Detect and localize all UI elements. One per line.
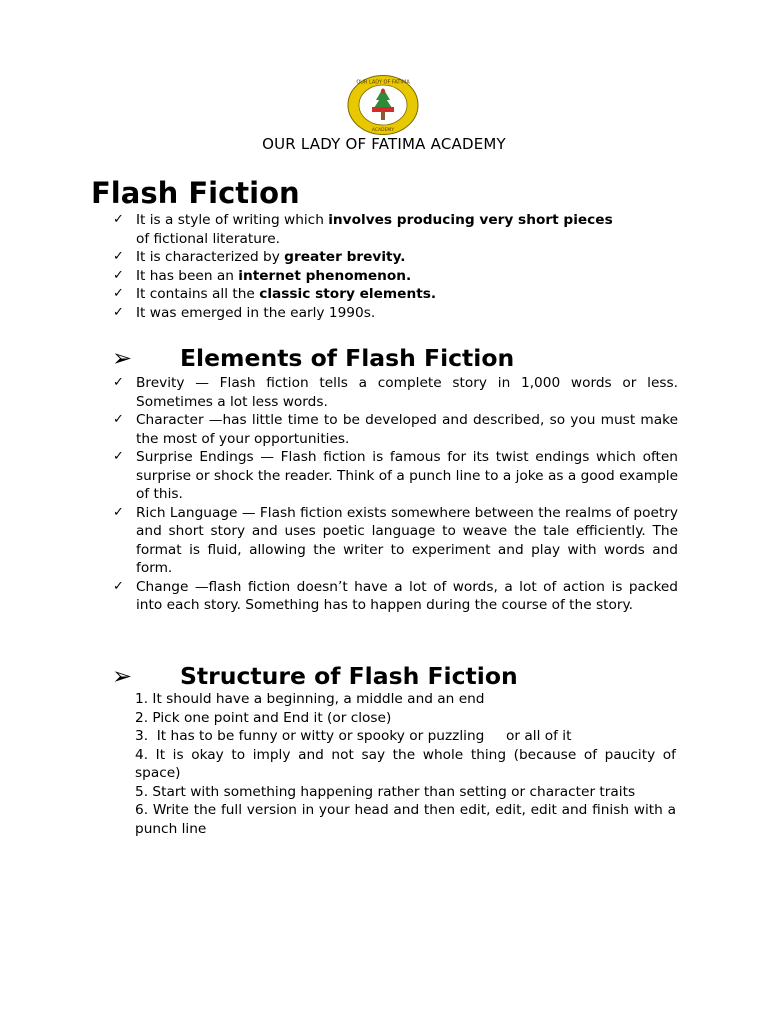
elements-heading: ➢ Elements of Flash Fiction bbox=[112, 344, 515, 372]
check-icon: ✓ bbox=[113, 304, 124, 320]
list-item: ✓ Brevity — Flash fiction tells a complete story in 1,000 words or less. Sometimes a lot less words. bbox=[113, 375, 678, 410]
check-icon: ✓ bbox=[113, 267, 124, 283]
school-logo bbox=[346, 74, 420, 136]
check-icon: ✓ bbox=[113, 212, 124, 227]
list-item: ✓ Character —has little time to be developed and described, so you must make the most of your opportunities. bbox=[113, 412, 678, 447]
check-icon: ✓ bbox=[113, 286, 124, 301]
list-item: ✓ It is characterized by greater brevity. bbox=[113, 249, 406, 265]
list-item: 1. It should have a beginning, a middle and an end bbox=[135, 691, 485, 707]
structure-list bbox=[135, 690, 676, 838]
list-item: ✓ Change —flash fiction doesn’t have a lot of words, a lot of action is packed into each story. Something has to happen during the course of the story. bbox=[113, 578, 678, 613]
structure-heading: ➢ Structure of Flash Fiction bbox=[112, 662, 518, 690]
check-icon: ✓ bbox=[113, 504, 124, 520]
list-item: 3. It has to be funny or witty or spooky or puzzling or all of it bbox=[135, 728, 572, 744]
check-icon: ✓ bbox=[113, 412, 124, 427]
school-name: OUR LADY OF FATIMA ACADEMY bbox=[262, 135, 506, 153]
list-item: ✓ Surprise Endings — Flash fiction is famous for its twist endings which often surprise or shock the reader. Think of a punch line to a joke as a good example of this. bbox=[113, 449, 678, 502]
list-item: ✓ It contains all the classic story elements. bbox=[113, 286, 437, 302]
list-item: 4. It is okay to imply and not say the whole thing (because of paucity of space) bbox=[135, 746, 676, 781]
check-icon: ✓ bbox=[113, 249, 124, 264]
list-item: 2. Pick one point and End it (or close) bbox=[135, 709, 392, 726]
page-title: Flash Fiction bbox=[91, 176, 300, 210]
list-item: ✓ It is a style of writing which involves producing very short pieces of fictional literature. bbox=[113, 212, 613, 247]
list-item: ✓ It was emerged in the early 1990s. bbox=[113, 304, 376, 321]
intro-list bbox=[113, 211, 696, 322]
list-item: 6. Write the full version in your head and then edit, edit, edit and finish with a punch line bbox=[135, 802, 676, 837]
arrow-icon: ➢ bbox=[112, 662, 133, 690]
arrow-icon: ➢ bbox=[112, 344, 133, 372]
check-icon: ✓ bbox=[113, 578, 124, 594]
check-icon: ✓ bbox=[113, 375, 124, 390]
svg-text:OUR LADY OF FATIMA: OUR LADY OF FATIMA bbox=[356, 79, 410, 86]
list-item: ✓ It has been an internet phenomenon. bbox=[113, 267, 412, 284]
list-item: 5. Start with something happening rather than setting or character traits bbox=[135, 783, 636, 800]
svg-text:ACADEMY: ACADEMY bbox=[371, 128, 395, 133]
check-icon: ✓ bbox=[113, 449, 124, 464]
elements-list bbox=[113, 374, 678, 615]
list-item: ✓ Rich Language — Flash fiction exists somewhere between the realms of poetry and short story and uses poetic language to weave the tale efficiently. The format is fluid, allowing the writer to experiment and play with words and form. bbox=[113, 504, 678, 576]
